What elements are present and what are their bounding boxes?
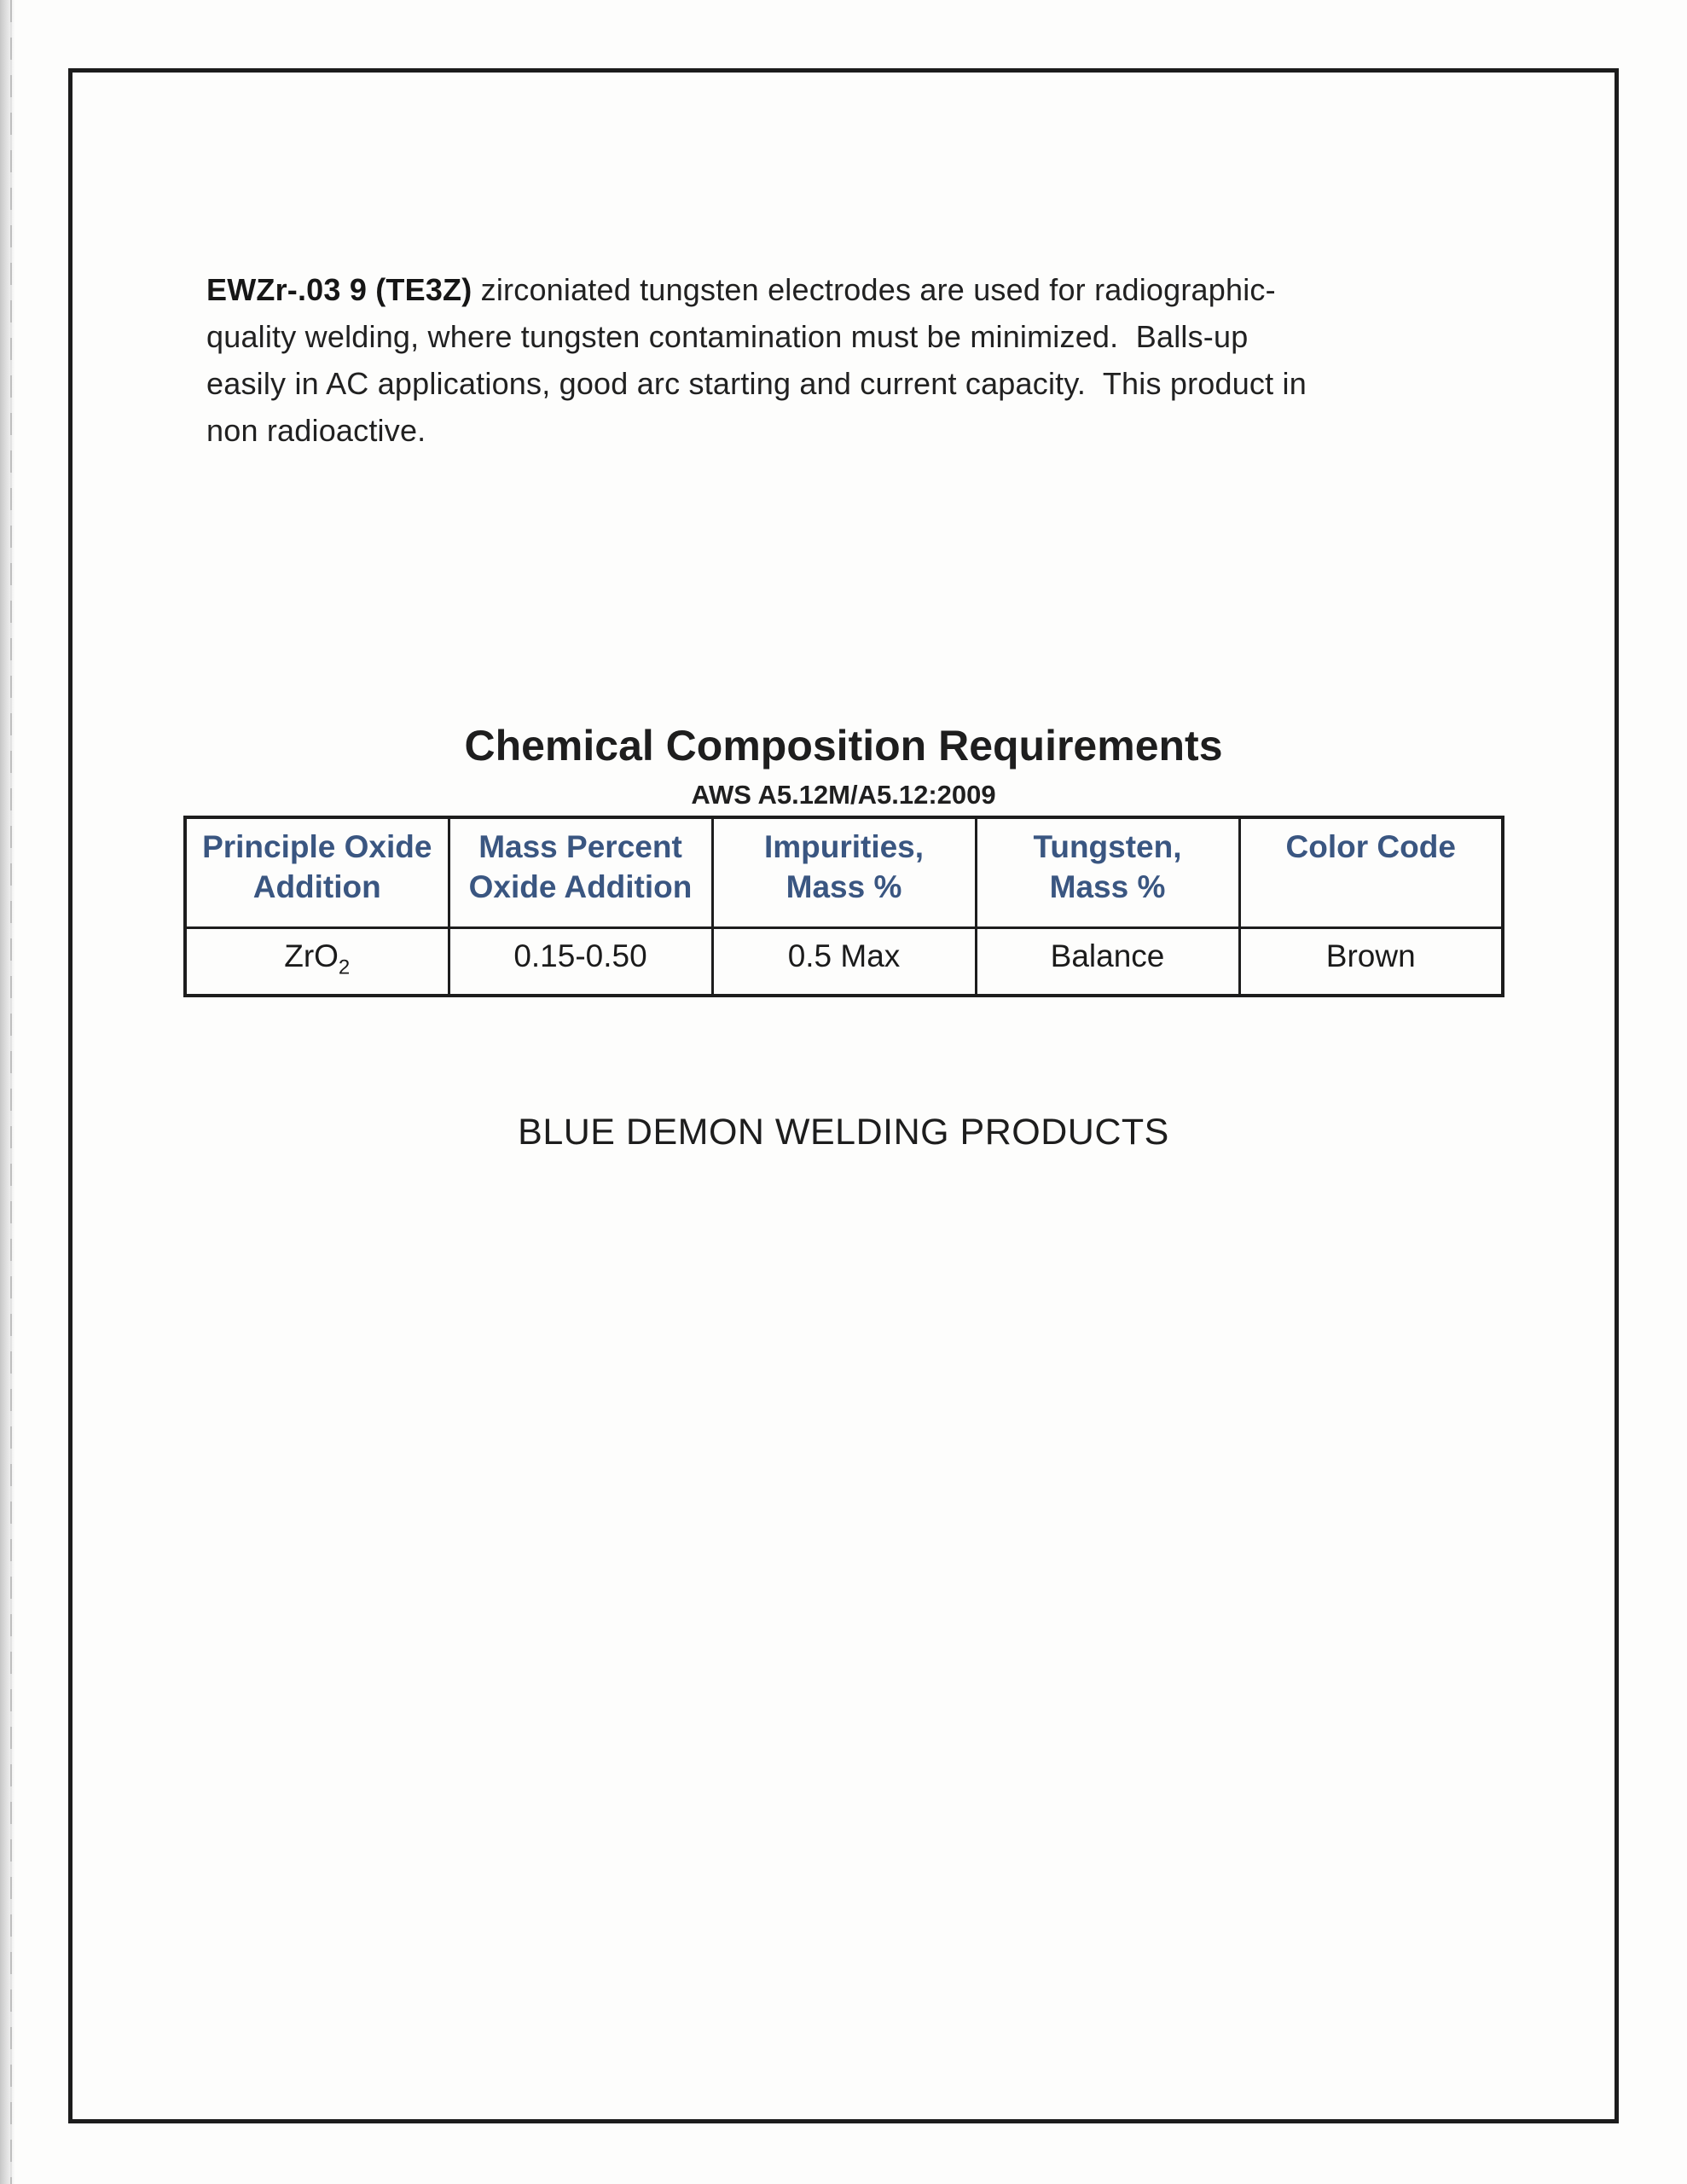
header-text: Impurities, [763, 829, 925, 864]
header-row [185, 817, 1503, 927]
column-header-color-code [1239, 817, 1503, 927]
column-header-principle-oxide [185, 817, 449, 927]
composition-table [183, 816, 1504, 997]
header-text: Oxide Addition [468, 869, 693, 904]
scan-edge-line [10, 0, 12, 2184]
header-text: Principle Oxide [202, 829, 432, 864]
scan-edge-shading [0, 0, 15, 2184]
product-description [206, 266, 1494, 454]
cell-tungsten: Balance [976, 927, 1239, 996]
cell-mass-percent: 0.15-0.50 [449, 927, 712, 996]
section-title: Chemical Composition Requirements [464, 722, 1223, 770]
cell-color-code: Brown [1239, 927, 1503, 996]
description-line-1-text: zirconiated tungsten electrodes are used for radiographic- [472, 272, 1276, 307]
header-text: Mass % [1049, 869, 1166, 904]
header-text: Addition [252, 869, 381, 904]
footer-brand: BLUE DEMON WELDING PRODUCTS [518, 1112, 1169, 1153]
column-header-tungsten [976, 817, 1239, 927]
header-text: Mass Percent [478, 829, 682, 864]
formula-base: ZrO [284, 938, 339, 973]
data-row [185, 927, 1503, 996]
header-text: Color Code [1285, 829, 1456, 864]
section-subtitle: AWS A5.12M/A5.12:2009 [691, 780, 996, 810]
product-code: EWZr-.03 9 (TE3Z) [206, 272, 472, 307]
header-text: Mass % [786, 869, 902, 904]
formula-subscript: 2 [338, 955, 351, 979]
cell-oxide-formula [185, 927, 449, 996]
description-line-1 [206, 266, 1494, 313]
description-line-2: quality welding, where tungsten contamination must be minimized. Balls-up [206, 319, 1249, 354]
column-header-impurities [712, 817, 976, 927]
header-text: Tungsten, [1033, 829, 1182, 864]
description-line-3: easily in AC applications, good arc starting and current capacity. This product in [206, 366, 1307, 401]
description-line-4: non radioactive. [206, 413, 426, 448]
cell-impurities: 0.5 Max [712, 927, 976, 996]
column-header-mass-percent [449, 817, 712, 927]
